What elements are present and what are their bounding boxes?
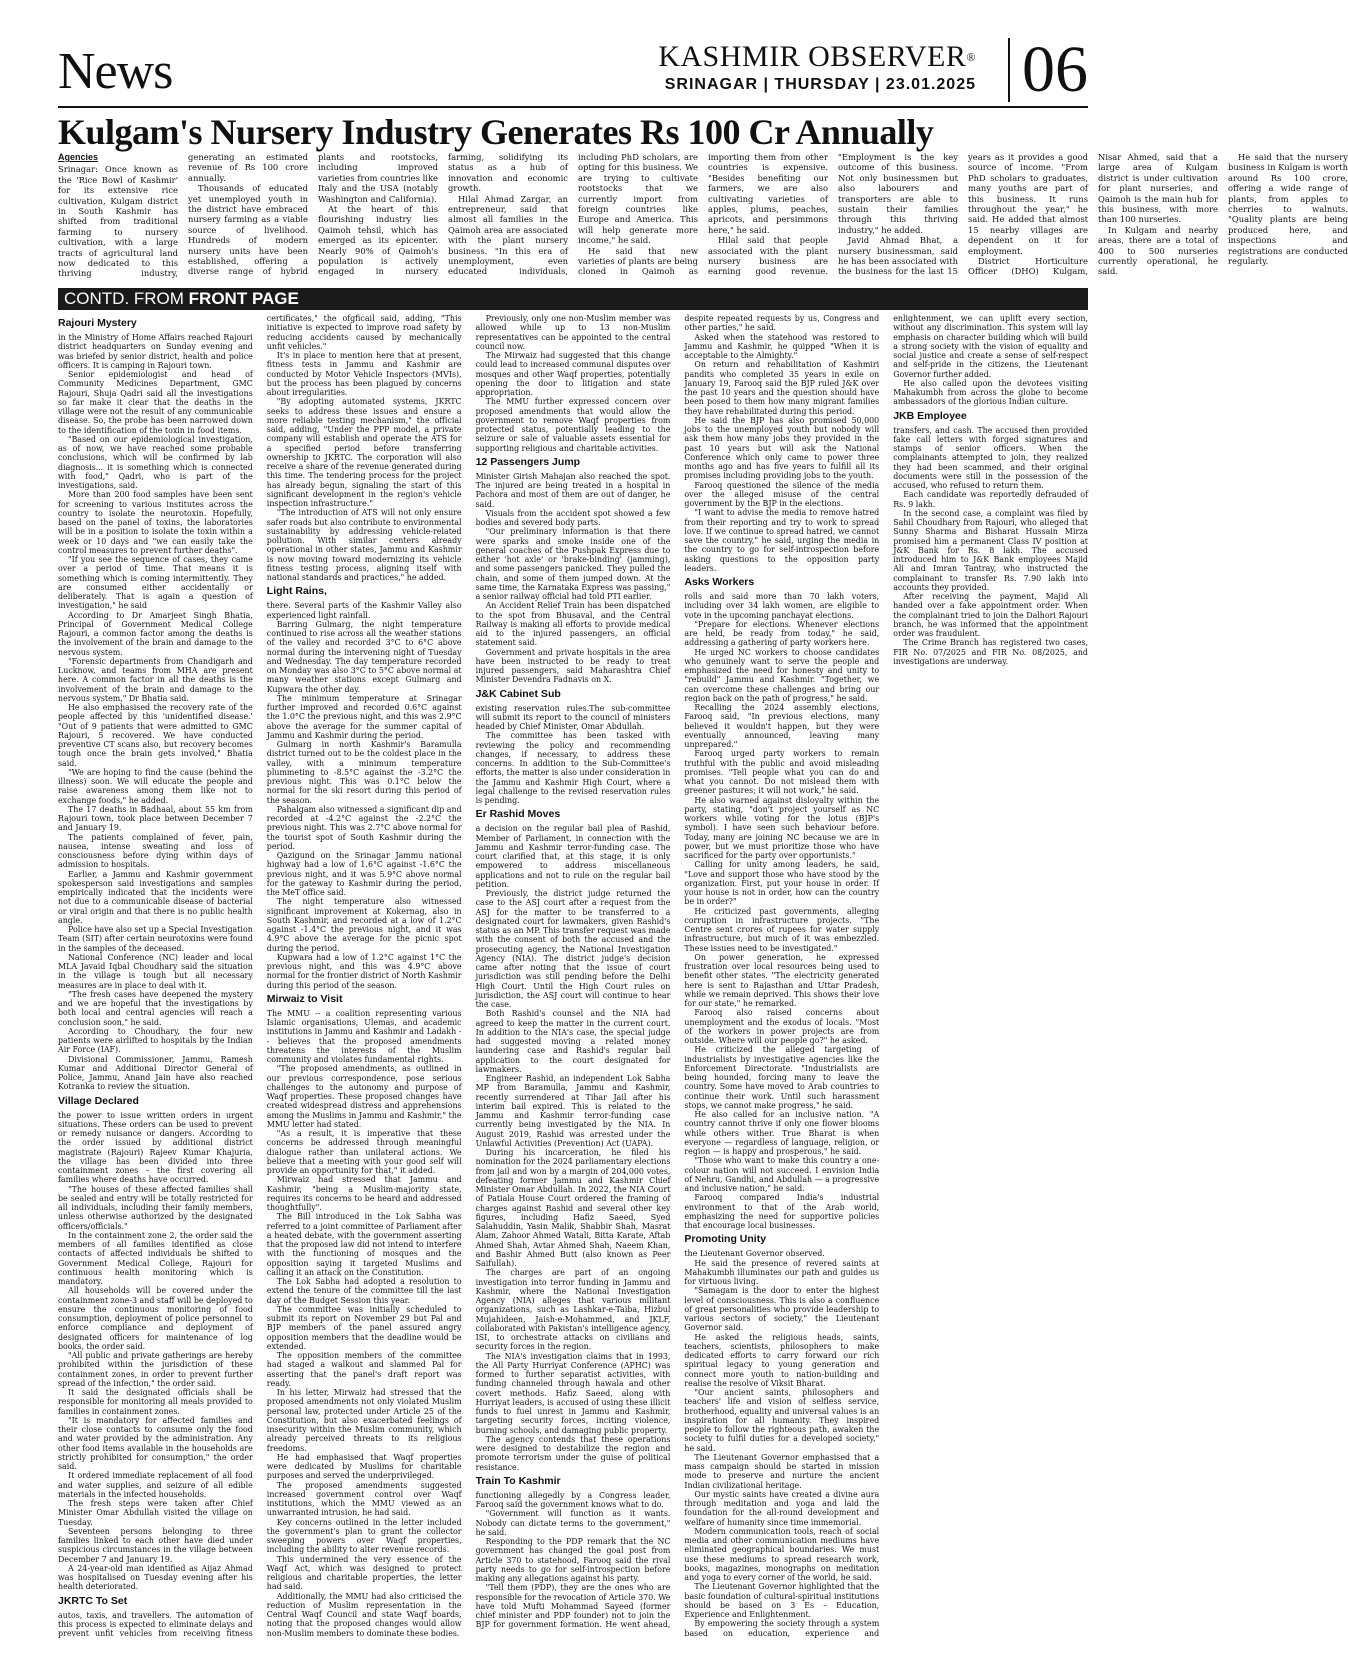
paper-name: [658, 42, 976, 72]
story-paragraph: The Bill introduced in the Lok Sabha was referred to a joint committee of Parliament after a heated debate, with the government asserting that the proposed law did not intend to interfere with the functioning of mosques and the opposition saying it targeted Muslims and calling it an attack on the Constitution.: [266, 1212, 462, 1277]
story-paragraph: Farooq urged party workers to remain truthful with the public and avoid misleading promises. "Tell people what you can do and what you cannot. Do not mislead them with greener pastures; it will not work," he said.: [684, 749, 880, 796]
story-paragraph: He also warned against disloyalty within the party, stating, "don't project yourself as NC workers while voting for the lotus (BJP's symbol). I have seen such behaviour before. Today, many are joining NC because we are in power, but we must prioritize those who have sacrificed for the party over opportunists.": [684, 795, 880, 860]
story-paragraph: there. Several parts of the Kashmir Valley also experienced light rainfall.: [266, 601, 462, 620]
story-paragraph: He criticized past governments, alleging corruption in infrastructure projects. "The Centre sent crores of rupees for water supply infrastructure, but much of it was embezzled. These issues need to be investigated.": [684, 906, 880, 953]
story-paragraph: During his incarceration, he filed his nomination for the 2024 parliamentary elections from jail and won by a margin of 204,000 votes, defeating former Jammu and Kashmir Chief Minister Omar Abdullah. In 2022, the NIA Court of Patiala House Court ordered the framing of charges against Rashid and several other key figures, including Hafiz Saeed, Syed Salahuddin, Yasin Malik, Shabbir Shah, Masrat Alam, Zahoor Ahmed Watali, Bitta Karate, Aftab Ahmed Shah, Avtar Ahmed Shah, Naeem Khan, and Bashir Ahmed Butt (also known as Peer Saifullah).: [475, 1148, 671, 1268]
continued-stories: [58, 314, 1088, 1644]
story-paragraph: in the Ministry of Home Affairs reached Rajouri district headquarters on Sunday evening and was briefed by senior district, health and police officers. It is camping in Rajouri town.: [58, 333, 253, 370]
story-paragraph: Senior epidemiologist and head of Community Medicines Department, GMC Rajouri, Shuja Qadri said all the investigations so far make it clear that the deaths in the village were not the result of any communicable disease. So, the probe has been narrowed down to the identification of the toxin in food items.: [58, 370, 253, 435]
story-paragraph: Recalling the 2024 assembly elections, Farooq said, "In previous elections, many believed it wouldn't happen, but they were eventually announced, leaving many unprepared.": [684, 703, 880, 749]
story-paragraph: "The proposed amendments, as outlined in our previous correspondence, pose serious challenges to the autonomy and purpose of Waqf properties. These proposed changes have created widespread distress and apprehensions among the Muslims in Jammu and Kashmir," the MMU letter had stated.: [266, 1064, 462, 1129]
story-title: Village Declared: [58, 1094, 139, 1107]
story-title: Er Rashid Moves: [475, 808, 561, 821]
story-paragraph: The committee has been tasked with reviewing the policy and recommending changes, if necessary, to address these concerns. In addition to the Sub-Committee's efforts, the matter is also under consideration in the Jammu and Kashmir High Court, where a legal challenge to the revised reservation rules is pending.: [475, 731, 671, 805]
story-title: J&K Cabinet Sub: [475, 687, 561, 700]
section-name: News: [58, 43, 173, 100]
story-paragraph: "Government will function as it wants. Nobody can dictate terms to the government," he said.: [475, 1509, 671, 1537]
lead-paragraph: District Horticulture Officer (DHO) Kulgam, Nisar Ahmed, said that a large area of Kulgam district is under cultivation for plant nurseries, and Qaimoh is the main hub for this business, with more than 100 nurseries.: [968, 152, 1218, 277]
story-paragraph: By empowering the society through a system based on education, experience and enlightenment, we can uplift every section, without any discrimination. This system will lay emphasis on character building which will build a strong society with the vision of equality and social justice and create a sense of self-respect and self-pride in the citizens, the Lieutenant Governor further added.: [684, 314, 1088, 1638]
story-paragraph: autos, taxis, and travellers. The automation of this process is expected to eliminate delays and prevent unfit vehicles from receiving fitness certificates," the ofgficail said, adding, "This initiative is expected to improve road safety by reducing accidents caused by mechanically unfit vehicles.": [58, 314, 462, 1638]
story-paragraph: Both Rashid's counsel and the NIA had agreed to keep the matter in the current court. In addition to the NIA's case, the special judge had suggested moving a related money laundering case and Rashid's regular bail application to the court designated for lawmakers.: [475, 1009, 671, 1074]
story-paragraph: He also called for an inclusive nation. "A country cannot thrive if only one flower blooms while others wither. True Bharat is when everyone — regardless of language, religion, or region — is happy and prosperous," he said.: [684, 1110, 880, 1156]
story-paragraph: It's in place to mention here that at present, fitness tests in Jammu and Kashmir are conducted by Motor Vehicle Inspectors (MVIs), but the process has been plagued by concerns about irregularities.: [266, 351, 462, 397]
lead-paragraph: Javid Ahmad Bhat, a nursery businessman, said he has been associated with the business for the last 15 years as it provides a good source of income. "From PhD scholars to graduates, many youths are part of this business. It runs throughout the year," he said. He added that almost 15 nearby villages are dependent on it for employment.: [838, 152, 1088, 277]
story-title: Light Rains,: [266, 585, 327, 598]
lead-story-body: [58, 152, 1348, 284]
story-paragraph: "By adopting automated systems, JKRTC seeks to address these issues and ensure a more reliable testing mechanism," the official said, adding, "Under the PPP model, a private company will establish and operate the ATS for a specified period before transferring ownership to JKRTC. The corporation will also receive a share of the revenue generated during this time. The tendering process for the project has already begun, signaling the start of this significant development in the region's vehicle inspection infrastructure.": [266, 397, 462, 508]
story-paragraph: The minimum temperature at Srinagar further improved and recorded 0.6°C against the 1.0°C the previous night, and this was 2.9°C above the average for the summer capital of Jammu and Kashmir during the period.: [266, 693, 462, 740]
story-paragraph: "All public and private gatherings are hereby prohibited within the jurisdiction of these containment zones, in order to prevent further spread of the infection," the order said.: [58, 1351, 253, 1388]
story-paragraph: "Our preliminary information is that there were sparks and smoke inside one of the general coaches of the Pushpak Express due to either 'hot axle' or 'brake-binding' (jamming), and some passengers panicked. They pulled the chain, and some of them jumped down. At the same time, the Karnataka Express was passing," a senior railway official had told PTI earlier.: [475, 527, 671, 601]
story-paragraph: More than 200 food samples have been sent for screening to various institutes across the country to isolate the neurotoxin. Hopefully, based on the panel of toxins, the laboratories will be in a position to isolate the toxin within a week or 10 days and "we can easily take the control measures to prevent further deaths".: [58, 490, 253, 555]
story-paragraph: transfers, and cash. The accused then provided fake call letters with forged signatures and stamps of senior officers. When the complainants attempted to join, they realized they had been scammed, and their original documents were still in the possession of the accused, who refused to return them.: [893, 425, 1088, 490]
story-title: Mirwaiz to Visit: [266, 992, 343, 1005]
story-paragraph: On return and rehabilitation of Kashmiri pandits who completed 35 years in exile on January 19, Farooq said the BJP ruled J&K over the past 10 years and the question should have been posed to them how many migrant families they have rehabilitated during this period.: [684, 360, 880, 416]
story-paragraph: existing reservation rules.The sub-committee will submit its report to the council of ministers headed by Chief Minister, Omar Abdullah.: [475, 703, 671, 731]
story-paragraph: the Lieutenant Governor observed.: [684, 1249, 825, 1259]
story-paragraph: Calling for unity among leaders, he said, "Love and support those who have stood by the organization. First, put your house in order. If your house is not in order, how can the country be in order?": [684, 860, 880, 907]
dateline: SRINAGAR | THURSDAY | 23.01.2025: [664, 76, 976, 93]
story-paragraph: Previously, the district judge returned the case to the ASJ court after a request from the ASJ for the matter to be transferred to a designated court for lawmakers, given Rashid's status as an MP. This transfer request was made with the consent of both the accused and the prosecuting agency, the National Investigation Agency (NIA). The district judge's decision came after noting that the issue of court jurisdiction was still pending before the Delhi High Court. Until the High Court rules on jurisdiction, the ASJ court will continue to hear the case.: [475, 889, 671, 1009]
story-paragraph: He also called upon the devotees visiting Mahakumbh from across the globe to become ambassadors of the glorious Indian culture.: [893, 378, 1088, 407]
story-paragraph: The night temperature also witnessed significant improvement at Kokernag, also in South Kashmir, and recorded at a low of 1.2°C against -1.4°C the previous night, and it was 4.9°C above the average for the picnic spot during the period.: [266, 897, 462, 953]
story-paragraph: The Lieutenant Governor highlighted that the basic foundation of cultural-spiritual institutions should be based on 3 Es – Education, Experience and Enlightenment.: [684, 1582, 880, 1619]
story-paragraph: All households will be covered under the containment zone-3 and staff will be deployed to ensure the continuous monitoring of food consumption, deployment of police personnel to enforce compliance and deployment of designated officers for maintenance of log books, the order said.: [58, 1286, 253, 1351]
story-paragraph: The charges are part of an ongoing investigation into terror funding in Jammu and Kashmir, where the National Investigation Agency (NIA) alleges that various militant organizations, such as Lashkar-e-Taiba, Hizbul Mujahideen, Jaish-e-Mohammed, and JKLF, collaborated with Pakistan's intelligence agency, ISI, to orchestrate attacks on civilians and security forces in the region.: [475, 1268, 671, 1352]
story-paragraph: "Our ancient saints, philosophers and teachers' life and vision of selfless service, brotherhood, equality and universal values is an inspiration for all humanity. They inspired people to follow the righteous path, awaken the society to fulfil duties for a developed society," he said.: [684, 1388, 880, 1453]
story-paragraph: functioning allegedly by a Congress leader, Farooq said the government knows what to do.: [475, 1490, 671, 1509]
story-paragraph: Earlier, a Jammu and Kashmir government spokesperson said investigations and samples empirically indicated that the incidents were not due to a communicable disease of bacterial or viral origin and that there is no public health angle.: [58, 869, 253, 925]
story-paragraph: Key concerns outlined in the letter included the government's plan to grant the collector sweeping powers over Waqf properties, including the ability to alter revenue records.: [266, 1517, 462, 1555]
story-paragraph: Modern communication tools, reach of social media and other communication mediums have eliminated geographical boundaries. We must use these mediums to spread research work, books, magazines, monographs on meditation and yoga to every corner of the world, he said.: [684, 1526, 880, 1582]
story-paragraph: Farooq also raised concerns about unemployment and the exodus of locals. "Most of the workers in power projects are from outside. Where will our people go?" he asked.: [684, 1008, 880, 1045]
story-paragraph: "Samagam is the door to enter the highest level of consciousness. This is also a confluence of great personalities who provide leadership to various sectors of society," the Lieutenant Governor said.: [684, 1286, 880, 1333]
story-paragraph: Barring Gulmarg, the night temperature continued to rise across all the weather stations of the valley and recorded 3°C to 6°C above normal during the intervening night of Tuesday and Wednesday. The day temperature recorded on Monday was also 3°C to 5°C above normal at many weather stations except Gulmarg and Kupwara the other day.: [266, 619, 462, 694]
story-title: Train To Kashmir: [475, 1474, 561, 1487]
banner-bold: FRONT PAGE: [188, 289, 299, 308]
story-paragraph: The agency contends that these operations were designed to destabilize the region and promote terrorism under the guise of political resistance.: [475, 1434, 671, 1472]
story-paragraph: The Lieutenant Governor emphasised that a mass campaign should be started in mission mode to preserve and nurture the ancient Indian civilizational heritage.: [684, 1452, 880, 1490]
story-paragraph: "Based on our epidemiological investigation, as of now, we have reached some probable conclusions, which will be confirmed by lab diagnosis... it is something which is connected with food," Qadri, who is part of the investigations, said.: [58, 434, 253, 490]
story-paragraph: An Accident Relief Train has been dispatched to the spot from Bhusaval, and the Central Railway is making all efforts to provide medical aid to the injured passengers, an official statement said.: [475, 601, 671, 648]
story-title: JKB Employee: [893, 409, 967, 422]
story-paragraph: Previously, only one non-Muslim member was allowed while up to 13 non-Muslim representatives can be appointed to the central council now.: [475, 314, 671, 351]
story-paragraph: Pahalgam also witnessed a significant dip and recorded at -4.2°C against the -2.2°C the previous night. This was 2.7°C above normal for the tourist spot of South Kashmir during the period.: [266, 804, 462, 851]
story-paragraph: "As a result, it is imperative that these concerns be addressed through meaningful dialogue rather than unilateral actions. We believe that a meeting with your good self will provide an opportunity for that," it added.: [266, 1129, 462, 1175]
lead-paragraph: Hilal said that people associated with the plant nursery business are earning good revenue. "Employment is the key outcome of this business. Not only businessmen but also labourers and transporters are able to sustain their families through this thriving industry," he added.: [708, 152, 958, 277]
story-paragraph: "I want to advise the media to remove hatred from their reporting and try to work to spread love. If we continue to spread hatred, we cannot save the country," he said, urging the media in the country to go for self-introspection before asking questions to the opposition party leaders.: [684, 508, 880, 573]
lead-paragraph: He said that the nursery business in Kulgam is worth around Rs 100 crore, offering a wide range of plants, from apples to cherries to walnuts. "Quality plants are being produced here, and inspections and registrations are conducted regularly.: [1228, 152, 1348, 267]
story-paragraph: Divisional Commissioner, Jammu, Ramesh Kumar and Additional Director General of Police, Jammu, Anand Jain have also reached Kotranka to review the situation.: [58, 1054, 253, 1092]
story-paragraph: Kupwara had a low of 1.2°C against 1°C the previous night, and this was 4.9°C above normal for the frontier district of North Kashmir during this period of the season.: [266, 952, 462, 990]
story-paragraph: The MMU further expressed concern over proposed amendments that would allow the government to remove Waqf properties from protected status, potentially leading to the seizure or sale of valuable assets essential for supporting religious and charitable activities.: [475, 397, 671, 453]
story-paragraph: In his letter, Mirwaiz had stressed that the proposed amendments not only violated Muslim personal law, protected under Article 25 of the Constitution, but also exacerbated feelings of insecurity within the Muslim community, which already perceived threats to its religious freedoms.: [266, 1388, 462, 1453]
story-paragraph: He had emphasised that Waqf properties were dedicated by Muslims for charitable purposes and served the underprivileged.: [266, 1452, 462, 1481]
story-paragraph: Visuals from the accident spot showed a few bodies and severed body parts.: [475, 508, 671, 527]
story-paragraph: On power generation, he expressed frustration over local resources being used to benefit other states. "The electricity generated here is sent to Rajasthan and Uttar Pradesh, while we remain deprived. This shows their love for our state," he remarked.: [684, 952, 880, 1008]
story-paragraph: Police have also set up a Special Investigation Team (SIT) after certain neurotoxins were found in the samples of the deceased.: [58, 925, 253, 953]
story-title: Asks Workers: [684, 576, 755, 588]
story-paragraph: Asked when the statehood was restored to Jammu and Kashmir, he quipped "When it is acceptable to the Almighty.": [684, 332, 880, 360]
paper-block: [658, 42, 976, 94]
story-paragraph: The fresh steps were taken after Chief Minister Omar Abdullah visited the village on Tuesday.: [58, 1499, 253, 1527]
story-paragraph: Additionally, the MMU had also criticised the reduction of Muslim representation in the Central Waqf Council and state Waqf boards, noting that the proposed changes would allow non-Muslim members to dominate these bodies.: [266, 1591, 462, 1638]
story-paragraph: The opposition members of the committee had staged a walkout and slammed Pal for asserting that the panel's draft report was ready.: [266, 1351, 462, 1388]
story-paragraph: The MMU -- a coalition representing various Islamic organisations, Ulemas, and academic institutions in Jammu and Kashmir and Ladakh -- believes that the proposed amendments threatens the interests of the Muslim community and violates fundamental rights.: [266, 1008, 462, 1064]
paper-title: KASHMIR OBSERVER: [658, 40, 967, 73]
story-paragraph: "Forensic departments from Chandigarh and Lucknow, and teams from MHA are present here. A common factor in all the deaths is the involvement of the brain and damage to the nervous system," Dr Bhatia said.: [58, 656, 253, 703]
story-paragraph: The 17 deaths in Badhaal, about 55 km from Rajouri town, took place between December 7 and January 19.: [58, 804, 253, 833]
story-paragraph: In the containment zone 2, the order said the members of all families identified as close contacts of affected individuals be shifted to Government Medical College, Rajouri for continuous health monitoring which is mandatory.: [58, 1230, 253, 1286]
story-paragraph: In the second case, a complaint was filed by Sahil Choudhary from Rajouri, who alleged that Sunny Sharma and Bisharat Hussain Mirza promised him a permanent Class IV position at J&K Bank for Rs. 8 lakh. The accused introduced him to J&K Bank employees Majid Ali and Imran Tantray, who instructed the complainant to transfer Rs. 7.90 lakh into accounts they provided.: [893, 508, 1088, 592]
story-paragraph: Seventeen persons belonging to three families linked to each other have died under suspicious circumstances in the village between December 7 and January 19.: [58, 1526, 253, 1564]
story-title: Promoting Unity: [684, 1233, 767, 1246]
story-paragraph: Each candidate was reportedly defrauded of Rs. 9 lakh.: [893, 490, 1088, 509]
story-paragraph: He asked the religious heads, saints, teachers, scientists, philosophers to make dedicated efforts to carry forward our rich spiritual legacy to young generation and connect more youth to nation-building and realise the resolve of Viksit Bharat.: [684, 1332, 880, 1388]
story-paragraph: The Crime Branch has registered two cases, FIR No. 07/2025 and FIR No. 08/2025, and investigations are underway.: [893, 638, 1088, 666]
story-paragraph: He also emphasised the recovery rate of the people affected by this 'unidentified disease.' "Out of 9 patients that were admitted to GMC Rajouri, 5 recovered. We have conducted preventive CT scans also, but recovery becomes tough once the brain gets involved," Bhatia said.: [58, 703, 253, 768]
story-paragraph: He said the BJP has also promised 50,000 jobs to the unemployed youth but nobody will ask them how many jobs they provided in the past 10 years but will ask the National Conference which only came to power three months ago and has five years to fulfill all its promises including providing jobs to the youth.: [684, 415, 880, 481]
story-paragraph: Farooq compared India's industrial environment to that of the Arab world, emphasizing the need for supportive policies that encourage local businesses.: [684, 1193, 880, 1230]
masthead-rule: [58, 106, 1088, 108]
story-paragraph: the power to issue written orders in urgent situations. These orders can be used to prevent or remedy nuisance or dangers. According to the order issued by additional district magistrate (Rajouri) Rajeev Kumar Khajuria, the village has been divided into three containment zones – the first covering all families where deaths have occurred.: [58, 1110, 253, 1185]
story-paragraph: "Prepare for elections. Whenever elections are held, be ready from today," he said, addressing a gathering of party workers here.: [684, 619, 880, 648]
story-paragraph: According to Dr Amarjeet Singh Bhatia, Principal of Government Medical College Rajouri, a common factor among the deaths is the involvement of the brain and damage to the nervous system.: [58, 610, 253, 657]
story-paragraph: The NIA's investigation claims that in 1993, the All Party Hurriyat Conference (APHC) was formed to further separatist activities, with funding channeled through hawala and other covert methods. Hafiz Saeed, along with Hurriyat leaders, is accused of using these illicit funds to fuel unrest in Jammu and Kashmir, targeting security forces, inciting violence, burning schools, and damaging public property.: [475, 1351, 671, 1435]
story-paragraph: Qazigund on the Srinagar Jammu national highway had a low of 1.6°C against -1.6°C the previous night, and it was 5.9°C above normal for the gateway to Kashmir during the period, the MeT office said.: [266, 851, 462, 897]
story-paragraph: He said the presence of revered saints at Mahakumbh illuminates our path and guides us for virtuous living.: [684, 1258, 880, 1286]
story-paragraph: National Conference (NC) leader and local MLA Javaid Iqbal Choudhary said the situation in the village is tough but all necessary measures are in place to deal with it.: [58, 952, 253, 990]
lead-paragraph: Thousands of educated yet unemployed youth in the district have embraced nursery farming as a viable source of livelihood. Hundreds of modern nursery units have been established, offering a diverse range of hybrid plants and rootstocks, including improved varieties from countries like Italy and the USA (notably Washington and California).: [188, 152, 438, 277]
story-paragraph: According to Choudhary, the four new patients were airlifted to hospitals by the Indian Air Force (IAF).: [58, 1026, 253, 1055]
story-paragraph: Our mystic saints have created a divine aura through meditation and yoga and laid the foundation for the all-round development and welfare of humanity since time immemorial.: [684, 1489, 880, 1527]
lead-paragraph: In Kulgam and nearby areas, there are a total of 400 to 500 nurseries currently operational, he said.: [1098, 224, 1218, 277]
story-paragraph: "The fresh cases have deepened the mystery and we are hopeful that the investigations by both local and central agencies will reach a conclusion soon," he said.: [58, 989, 253, 1027]
story-paragraph: A 24-year-old man identified as Aijaz Ahmad was hospitalised on Tuesday evening after his health deteriorated.: [58, 1563, 253, 1592]
story-paragraph: a decision on the regular bail plea of Rashid, Member of Parliament, in connection with the Jammu and Kashmir terror-funding case. The court clarified that, at this stage, it is only empowered to address miscellaneous applications and not to rule on the regular bail petition.: [475, 824, 671, 889]
masthead: [58, 33, 1088, 108]
story-paragraph: Responding to the PDP remark that the NC government has changed the goal post from Article 370 to statehood, Farooq said the rival party needs to go for self-introspection before making any allegations against his party.: [475, 1537, 671, 1583]
contd-banner: [58, 288, 1088, 310]
story-paragraph: "The introduction of ATS will not only ensure safer roads but also contribute to environmental sustainability by addressing vehicle-related pollution. With similar centers already operational in other states, Jammu and Kashmir is now moving toward modernizing its vehicle fitness testing process, aligning itself with national standards and practices," he added.: [266, 508, 462, 582]
story-paragraph: Gulmarg in north Kashmir's Baramulla district turned out to be the coldest place in the valley, with a minimum temperature plummeting to -8.5°C against the -3.2°C the previous night. This was 0.1°C below the normal for the ski resort during this period of the season.: [266, 740, 462, 805]
story-paragraph: "It is mandatory for affected families and their close contacts to consume only the food and water provided by the administration. Any other food items available in the households are strictly prohibited for consumption," the order said.: [58, 1415, 253, 1471]
lead-byline: Agencies: [58, 152, 99, 162]
story-paragraph: Mirwaiz had stressed that Jammu and Kashmir, "being a Muslim-majority state, requires its concerns to be heard and addressed thoughtfully".: [266, 1175, 462, 1212]
lead-paragraph: At the heart of this flourishing industry lies Qaimoh tehsil, which has emerged as its epicenter. Nearly 90% of Qaimoh's population is actively engaged in nursery farming, solidifying its status as a hub of innovation and economic growth.: [318, 152, 568, 277]
story-paragraph: After receiving the payment, Majid Ali handed over a fake appointment order. When the complainant tried to join the Dalhori Rajouri branch, he was informed that the appointment order was fraudulent.: [893, 592, 1088, 638]
story-paragraph: Engineer Rashid, an independent Lok Sabha MP from Baramulla, Jammu and Kashmir, recently surrendered at Tihar Jail after his interim bail expired. This is related to the Jammu and Kashmir terror-funding case currently being investigated by the NIA. In August 2019, Rashid was arrested under the Unlawful Activities (Prevention) Act (UAPA).: [475, 1074, 671, 1148]
story-paragraph: Minister Girish Mahajan also reached the spot. The injured are being treated in a hospital in Pachora and most of them are out of danger, he said.: [475, 471, 671, 509]
story-paragraph: The Lok Sabha had adopted a resolution to extend the tenure of the committee till the last day of the Budget Session this year.: [266, 1277, 462, 1305]
lead-paragraph: He said that new varieties of plants are being cloned in Qaimoh as importing them from other countries is expensive. "Besides benefiting our farmers, we are also cultivating varieties of apples, plums, peaches, apricots, and persimmons here," he said.: [578, 152, 828, 277]
story-paragraph: He urged NC workers to choose candidates who genuinely want to serve the people and emphasized the need for honesty and unity to "rebuild" Jammu and Kashmir. "Together, we can overcome these challenges and bring our region back on the path of progress," he said.: [684, 647, 880, 703]
story-paragraph: "The houses of these affected families shall be sealed and entry will be totally restricted for all individuals, including their family members, unless otherwise authorized by the designated officers/officials.": [58, 1184, 253, 1231]
lead-paragraph: Srinagar: Once known as the 'Rice Bowl of Kashmir' for its extensive rice cultivation, Kulgam district in South Kashmir has shifted from traditional farming to nursery cultivation, with a large tracts of agricultural land now dedicated to this thriving industry, generating an estimated revenue of Rs 100 crore annually.: [58, 152, 308, 279]
story-paragraph: "We are hoping to find the cause (behind the illness) soon. We will educate the people and raise awareness among them like not to exchange foods," he added.: [58, 767, 253, 805]
lead-paragraph: Hilal Ahmad Zargar, an entrepreneur, said that almost all families in the Qaimoh area are associated with the plant nursery business. "In this era of unemployment, even educated individuals, including PhD scholars, are opting for this business. We are trying to cultivate rootstocks that we currently import from foreign countries like Europe and America. This will help generate more income," he said.: [448, 152, 698, 277]
story-title: 12 Passengers Jump: [475, 455, 581, 468]
registered-mark: ®: [966, 50, 976, 64]
story-paragraph: The patients complained of fever, pain, nausea, intense sweating and loss of consciousness before dying within days of admission to hospitals.: [58, 832, 253, 870]
story-paragraph: Farooq questioned the silence of the media over the alleged misuse of the central government by the BJP in the elections.: [684, 480, 880, 508]
story-paragraph: "Those who want to make this country a one-colour nation will not succeed. I envision India of Nehru, Gandhi, and Abdullah — a progressive and inclusive nation," he said.: [684, 1156, 880, 1193]
story-paragraph: It said the designated officials shall be responsible for monitoring all meals provided to families in containment zones.: [58, 1388, 253, 1416]
page-number: 06: [1008, 38, 1088, 102]
story-paragraph: The proposed amendments suggested increased government control over Waqf institutions, which the MMU viewed as an unwarranted intrusion, he had said.: [266, 1480, 462, 1518]
story-paragraph: rolls and said more than 70 lakh voters, including over 34 lakh women, are eligible to vote in the upcoming panchayat elections.: [684, 592, 880, 620]
story-paragraph: Government and private hospitals in the area have been instructed to be ready to treat injured passengers, said Maharashtra Chief Minister Devendra Fadnavis on X.: [475, 647, 671, 685]
lead-headline: Kulgam's Nursery Industry Generates Rs 100 Cr Annually: [58, 112, 934, 152]
banner-prefix: CONTD. FROM: [64, 289, 184, 308]
story-paragraph: The committee was initially scheduled to submit its report on November 29 but Pal and BJP members of the panel assured angry opposition members that the deadline would be extended.: [266, 1304, 462, 1351]
story-paragraph: "If you see the sequence of cases, they came over a period of time. That means it is something which is coming intermittently. They are consumed either accidentally or deliberately. That is again a question of investigation," he said: [58, 555, 253, 611]
story-title: JKRTC To Set: [58, 1594, 128, 1607]
story-title: Rajouri Mystery: [58, 317, 137, 329]
story-paragraph: It ordered immediate replacement of all food and water supplies, and seizure of all edible materials in the infected households.: [58, 1471, 253, 1499]
story-paragraph: "Tell them (PDP), they are the ones who are responsible for the revocation of Article 370. We have told Mufti Mohammad Sayeed (former chief minister and PDP founder) not to join the BJP for government formation. He went ahead, despite repeated requests by us, Congress and other parties," he said.: [475, 314, 880, 1630]
story-paragraph: This undermined the very essence of the Waqf Act, which was designed to protect religious and charitable properties, the letter had said.: [266, 1554, 462, 1592]
story-paragraph: He criticized the alleged targeting of industrialists by investigative agencies like the Enforcement Directorate. "Industrialists are being hounded, forcing many to leave the country. Some have moved to Arab countries to continue their work. Until such harassment stops, we cannot make progress," he said.: [684, 1045, 880, 1110]
story-paragraph: The Mirwaiz had suggested that this change could lead to increased communal disputes over mosques and other Waqf properties, potentially opening the door to litigation and state appropriation.: [475, 351, 671, 397]
